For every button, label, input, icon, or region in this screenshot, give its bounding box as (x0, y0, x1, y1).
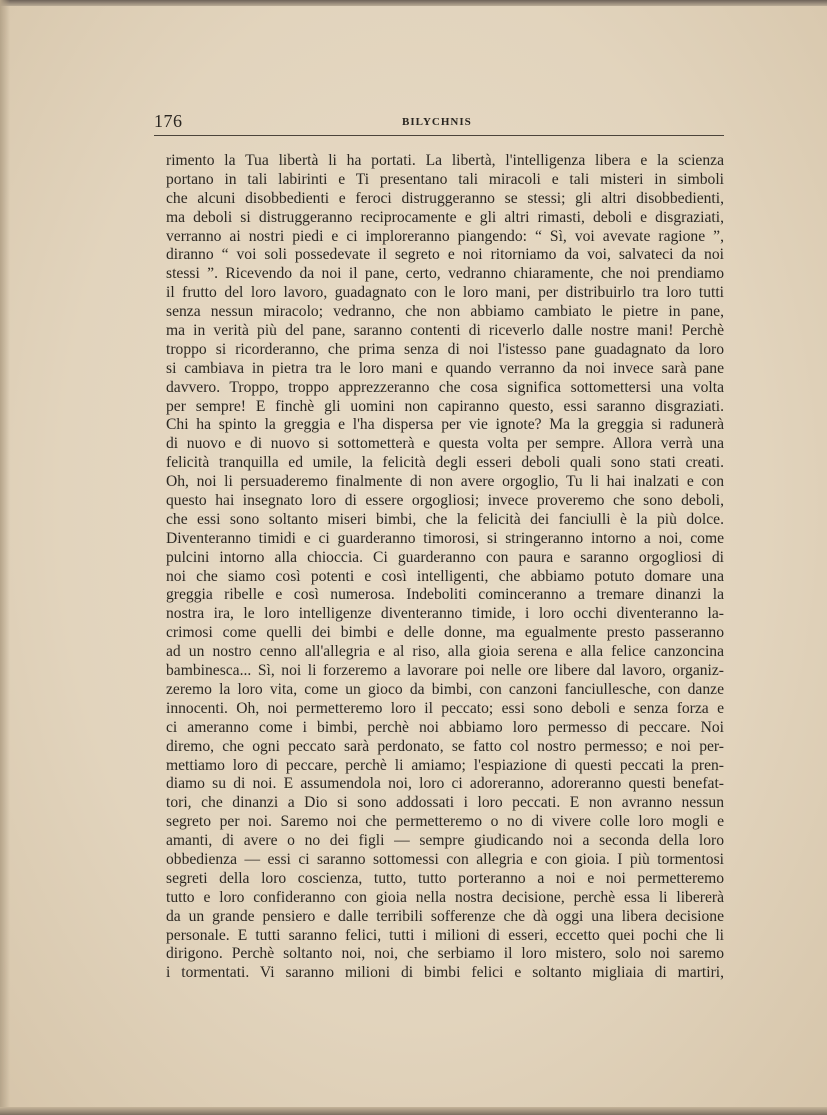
text-line: da un grande pensiero e dalle terribili sofferenze che dà oggi una libera decisione (166, 907, 724, 925)
text-line: greggia ribelle e così numerosa. Indeboliti cominceranno a tremare dinanzi la (166, 586, 724, 604)
text-line: Diventeranno timidi e ci guarderanno timorosi, si stringeranno intorno a noi, come (166, 529, 724, 547)
text-line: segreto per noi. Saremo noi che permetteremo o no di vivere colle loro mogli e (166, 813, 724, 831)
text-line: obbedienza — essi ci saranno sottomessi con allegria e con gioia. I più tormentosi (166, 850, 724, 868)
text-line: per sempre! E finchè gli uomini non capiranno questo, essi saranno disgraziati. (166, 397, 724, 415)
text-line: rimento la Tua libertà li ha portati. La libertà, l'intelligenza libera e la scienza (166, 152, 724, 169)
text-line: bambinesca... Sì, noi li forzeremo a lavorare poi nelle ore libere dal lavoro, organiz- (166, 662, 724, 680)
page-number: 176 (154, 111, 183, 131)
text-line: ma in verità più del pane, saranno contenti di riceverlo dalle nostre mani! Perchè (166, 322, 724, 340)
text-line: noi che siamo così potenti e così intelligenti, che abbiamo potuto domare una (166, 567, 724, 585)
text-line: si cambiava in pietra tra le loro mani e quando verranno da noi invece sarà pane (166, 359, 724, 377)
text-line: dirigono. Perchè soltanto noi, noi, che serbiamo il loro mistero, solo noi saremo (166, 945, 724, 963)
text-line: felicità tranquilla ed umile, la felicità degli esseri deboli quali sono stati creati. (166, 454, 724, 472)
text-line: zeremo la loro vita, come un gioco da bimbi, con canzoni fanciullesche, con danze (166, 680, 724, 698)
text-line: Chi ha spinto la greggia e l'ha dispersa per vie ignote? Ma la greggia si radunerà (166, 416, 724, 434)
text-line: ci ameranno come i bimbi, perchè noi abbiamo loro permesso di peccare. Noi (166, 718, 724, 736)
running-head: BILYCHNIS (402, 116, 472, 128)
text-line: il frutto del loro lavoro, guadagnato con le loro mani, per distribuirlo tra loro tutti (166, 284, 724, 302)
text-line: mettiamo loro di peccare, perchè li amiamo; l'espiazione di questi peccati la pren- (166, 756, 724, 774)
text-line: Oh, noi li persuaderemo finalmente di non avere orgoglio, Tu li hai inalzati e con (166, 473, 724, 491)
text-line: pulcini intorno alla chioccia. Ci guarderanno con paura e saranno orgogliosi di (166, 548, 724, 566)
text-line: crimosi come quelli dei bimbi e delle donne, ma egualmente presto passeranno (166, 624, 724, 642)
page-top-edge (0, 0, 827, 6)
text-line: segreti della loro coscienza, tutto, tutto porteranno a noi e noi permetteremo (166, 869, 724, 887)
text-line: diremo, che ogni peccato sarà perdonato, se fatto col nostro permesso; e noi per- (166, 737, 724, 755)
text-line: tori, che dinanzi a Dio si sono addossati i loro peccati. E non avranno nessun (166, 794, 724, 812)
text-line: nostra ira, le loro intelligenze diventeranno timide, i loro occhi diventeranno la- (166, 605, 724, 623)
text-line: portano in tali labirinti e Ti presentano tali miracoli e tali misteri in simboli (166, 170, 724, 188)
page-header (154, 111, 724, 135)
text-line: personale. E tutti saranno felici, tutti i milioni di esseri, eccetto quei pochi che li (166, 926, 724, 944)
page-left-edge (0, 0, 10, 1115)
text-line: senza nessun miracolo; vedranno, che non abbiamo cambiato le pietre in pane, (166, 303, 724, 321)
text-line: tutto e loro confideranno con gioia nella nostra decisione, perchè essa li libererà (166, 888, 724, 906)
text-line: diamo su di noi. E assumendola noi, loro ci adoreranno, adoreranno questi benefat- (166, 775, 724, 793)
text-line: troppo si ricorderanno, che prima senza di noi l'istesso pane guadagnato da loro (166, 340, 724, 358)
text-line: ad un nostro cenno all'allegria e al riso, alla gioia serena e alla felice canzoncina (166, 643, 724, 661)
text-line: verranno ai nostri piedi e ci imploreranno piangendo: “ Sì, voi avevate ragione ”, (166, 227, 724, 245)
text-line: diranno “ voi soli possedevate il segreto e noi ritorniamo da voi, salvateci da noi (166, 246, 724, 264)
text-line: amanti, di avere o no dei figli — sempre giudicando noi a seconda della loro (166, 832, 724, 850)
text-line: davvero. Troppo, troppo apprezzeranno che cosa significa sottomettersi una volta (166, 378, 724, 396)
page-bottom-edge (0, 1107, 827, 1115)
text-line: innocenti. Oh, noi permetteremo loro il peccato; essi sono deboli e senza forza e (166, 699, 724, 717)
text-line: che alcuni disobbedienti e feroci distruggeranno se stessi; gli altri disobbedienti, (166, 189, 724, 207)
text-line: ma deboli si distruggeranno reciprocamente e gli altri rimasti, deboli e disgraziati, (166, 208, 724, 226)
text-line: che essi sono soltanto miseri bimbi, che la felicità dei fanciulli è la più dolce. (166, 510, 724, 528)
text-line: di nuovo e di nuovo si sottometterà e questa volta per sempre. Allora verrà una (166, 435, 724, 453)
text-line: stessi ”. Ricevendo da noi il pane, certo, vedranno chiaramente, che noi prendiamo (166, 265, 724, 283)
body-text (166, 152, 724, 983)
text-line: questo hai insegnato loro di essere orgogliosi; invece proveremo che sono deboli, (166, 492, 724, 510)
header-rule (154, 135, 724, 136)
text-line: i tormentati. Vi saranno milioni di bimbi felici e soltanto migliaia di martiri, (166, 964, 724, 982)
